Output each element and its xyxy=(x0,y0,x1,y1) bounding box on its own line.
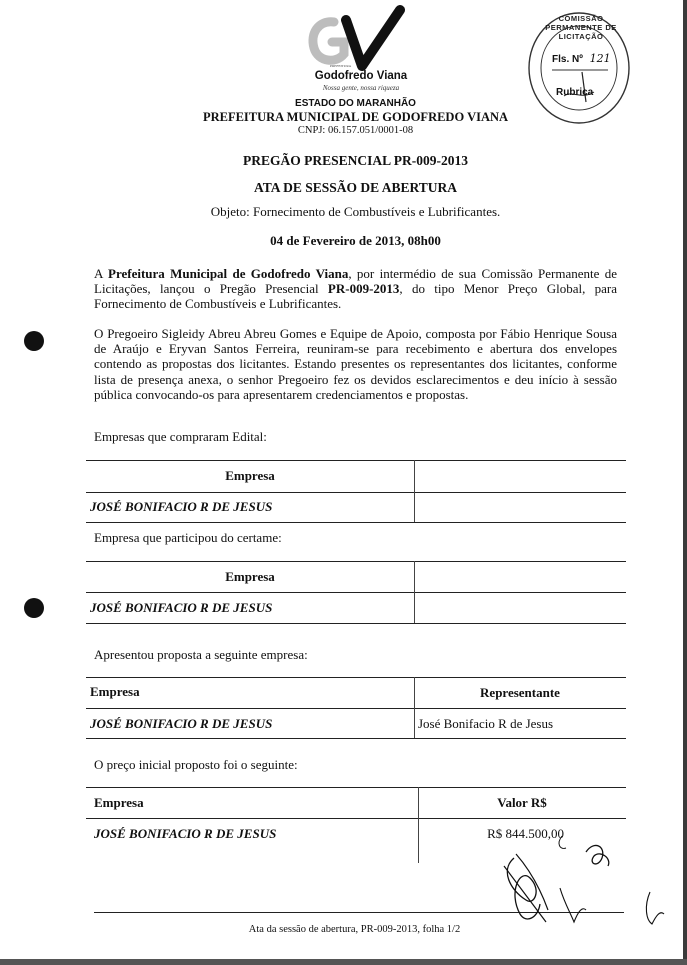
logo-brand-name: Godofredo Viana xyxy=(314,70,408,82)
session-date: 04 de Fevereiro de 2013, 08h00 xyxy=(270,233,441,248)
intro-text-end: , do tipo Menor Preço Global, para Fornecimento de Combustíveis e Lubrificantes. xyxy=(94,281,618,312)
table4-header-empresa: Empresa xyxy=(94,795,144,810)
table2-row-empresa: JOSÉ BONIFACIO R DE JESUS xyxy=(90,600,273,615)
session-paragraph: O Pregoeiro Sigleidy Abreu Abreu Gomes e Equipe de Apoio, composta por Fábio Henrique Sousa de Araújo e Eryvan Santos Ferreira, reuniram-se para recebimento e abertura dos envelopes contendo as propostas dos licitantes. Estando presentes os representantes dos licitantes, conforme lista de presença anexa, o senhor Pregoeiro fez os devidos esclarecimentos e deu início à sessão pública convocando-os para apresentarem credenciamentos e propostas. xyxy=(94,326,617,402)
punch-hole-top xyxy=(24,331,44,351)
table2-mid-rule xyxy=(86,592,626,593)
table1-top-rule xyxy=(86,460,626,461)
table1-header-empresa: Empresa xyxy=(225,468,275,483)
signature-scribbles xyxy=(490,830,670,930)
stamp-fls-number: 121 xyxy=(589,52,611,65)
stamp-rubrica: Rubrica xyxy=(556,87,594,98)
page-footer: Ata da sessão de abertura, PR-009-2013, folha 1/2 xyxy=(248,924,461,935)
table4-row-valor: R$ 844.500,00 xyxy=(487,826,564,841)
table1-mid-rule xyxy=(86,492,626,493)
table4-mid-rule xyxy=(86,818,626,819)
section2-label: Empresa que participou do certame: xyxy=(94,530,282,545)
table3-header-empresa: Empresa xyxy=(90,684,140,699)
scan-edge xyxy=(683,0,687,965)
table3-bottom-rule xyxy=(86,738,626,739)
table1-col-divider xyxy=(414,460,415,522)
logo-small-caption: PREFEITURA xyxy=(330,64,352,68)
cnpj: CNPJ: 06.157.051/0001-08 xyxy=(297,125,414,136)
document-title: PREGÃO PRESENCIAL PR-009-2013 xyxy=(242,153,468,168)
intro-entity: Prefeitura Municipal de Godofredo Viana xyxy=(108,266,349,281)
table4-header-valor: Valor R$ xyxy=(497,795,547,810)
section1-label: Empresas que compraram Edital: xyxy=(94,429,267,444)
table3-row-empresa: JOSÉ BONIFACIO R DE JESUS xyxy=(90,716,273,731)
table1-bottom-rule xyxy=(86,522,626,523)
stamp-fls-label xyxy=(552,52,611,65)
document-subtitle: ATA DE SESSÃO DE ABERTURA xyxy=(253,180,458,195)
table2-top-rule xyxy=(86,561,626,562)
intro-text-start: A xyxy=(94,266,108,281)
table3-mid-rule xyxy=(86,708,626,709)
table2-col-divider xyxy=(414,561,415,623)
table3-top-rule xyxy=(86,677,626,678)
prefecture-name: PREFEITURA MUNICIPAL DE GODOFREDO VIANA xyxy=(202,110,509,124)
scan-bottom-edge xyxy=(0,959,687,965)
table4-row-empresa: JOSÉ BONIFACIO R DE JESUS xyxy=(94,826,277,841)
punch-hole-bottom xyxy=(24,598,44,618)
table4-top-rule xyxy=(86,787,626,788)
state-name: ESTADO DO MARANHÃO xyxy=(295,98,416,109)
table3-header-representante: Representante xyxy=(480,685,560,700)
intro-text-mid: , por intermédio de sua Comissão Permanente de Licitações, lançou o Pregão Presencial xyxy=(94,266,618,297)
object-line: Objeto: Fornecimento de Combustíveis e Lubrificantes. xyxy=(210,204,501,219)
section3-label: Apresentou proposta a seguinte empresa: xyxy=(94,647,308,662)
intro-paragraph xyxy=(94,266,617,312)
table2-bottom-rule xyxy=(86,623,626,624)
table2-header-empresa: Empresa xyxy=(225,569,275,584)
table3-row-representante: José Bonifacio R de Jesus xyxy=(418,716,554,731)
table1-row-empresa: JOSÉ BONIFACIO R DE JESUS xyxy=(90,499,273,514)
logo-tagline: Nossa gente, nossa riqueza xyxy=(322,84,400,92)
stamp-fls-text: Fls. Nº xyxy=(552,54,583,65)
section4-label: O preço inicial proposto foi o seguinte: xyxy=(94,757,298,772)
stamp-ring-text: COMISSÃO PERMANENTE DE LICITAÇÃO xyxy=(545,14,617,41)
intro-process-code: PR-009-2013 xyxy=(327,281,400,297)
